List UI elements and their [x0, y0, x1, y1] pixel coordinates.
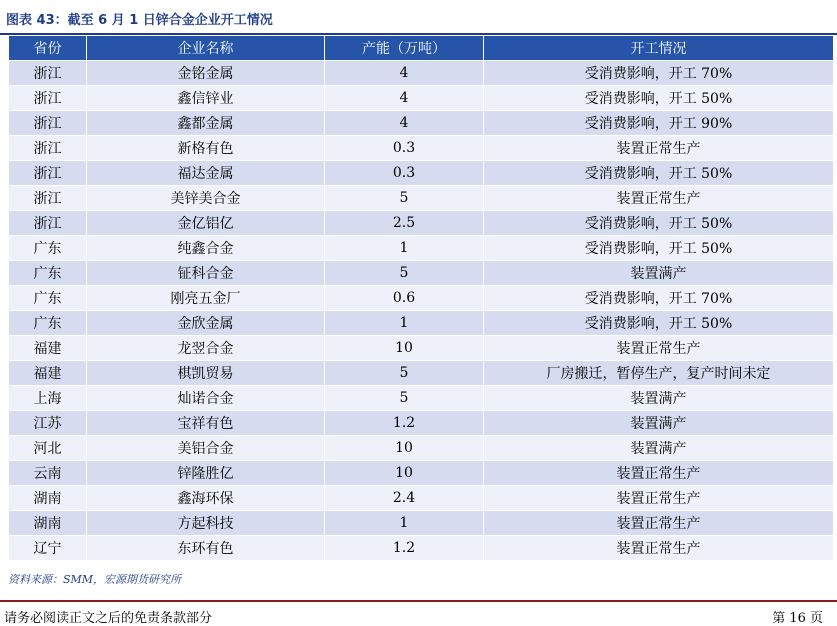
province-cell: 湖南 — [9, 486, 87, 511]
status-cell: 受消费影响，开工 50% — [484, 161, 834, 186]
capacity-cell: 4 — [325, 86, 484, 111]
province-cell: 浙江 — [9, 111, 87, 136]
capacity-cell: 2.4 — [325, 486, 484, 511]
capacity-cell: 5 — [325, 361, 484, 386]
table-header-row — [9, 36, 834, 61]
province-cell: 广东 — [9, 236, 87, 261]
table-row — [9, 361, 834, 386]
company-cell: 福达金属 — [87, 161, 325, 186]
table-row — [9, 211, 834, 236]
status-cell: 装置正常生产 — [484, 186, 834, 211]
company-cell: 棋凯贸易 — [87, 361, 325, 386]
table-row — [9, 411, 834, 436]
status-cell: 装置满产 — [484, 261, 834, 286]
province-cell: 湖南 — [9, 511, 87, 536]
status-cell: 装置正常生产 — [484, 336, 834, 361]
table-row — [9, 86, 834, 111]
capacity-cell: 2.5 — [325, 211, 484, 236]
province-cell: 浙江 — [9, 136, 87, 161]
status-cell: 厂房搬迁，暂停生产，复产时间未定 — [484, 361, 834, 386]
province-cell: 上海 — [9, 386, 87, 411]
status-cell: 受消费影响，开工 50% — [484, 236, 834, 261]
disclaimer-text: 请务必阅读正文之后的免责条款部分 — [4, 611, 213, 626]
header-capacity: 产能（万吨） — [325, 36, 484, 61]
table-body — [9, 61, 834, 561]
capacity-cell: 0.3 — [325, 161, 484, 186]
table-row — [9, 436, 834, 461]
capacity-cell: 0.6 — [325, 286, 484, 311]
status-cell: 装置满产 — [484, 411, 834, 436]
status-cell: 受消费影响，开工 50% — [484, 211, 834, 236]
province-cell: 浙江 — [9, 186, 87, 211]
province-cell: 江苏 — [9, 411, 87, 436]
capacity-cell: 4 — [325, 111, 484, 136]
status-cell: 装置正常生产 — [484, 486, 834, 511]
province-cell: 辽宁 — [9, 536, 87, 561]
source-note: 资料来源：SMM，宏源期货研究所 — [8, 573, 182, 586]
province-cell: 广东 — [9, 286, 87, 311]
status-cell: 受消费影响，开工 70% — [484, 61, 834, 86]
table-row — [9, 486, 834, 511]
capacity-cell: 10 — [325, 436, 484, 461]
status-cell: 装置正常生产 — [484, 511, 834, 536]
province-cell: 浙江 — [9, 211, 87, 236]
footer-divider — [0, 600, 837, 602]
company-cell: 金铭金属 — [87, 61, 325, 86]
capacity-cell: 1 — [325, 511, 484, 536]
table-row — [9, 111, 834, 136]
province-cell: 福建 — [9, 361, 87, 386]
company-cell: 宝祥有色 — [87, 411, 325, 436]
status-cell: 装置正常生产 — [484, 536, 834, 561]
company-cell: 锌隆胜亿 — [87, 461, 325, 486]
capacity-cell: 4 — [325, 61, 484, 86]
company-cell: 鑫信锌业 — [87, 86, 325, 111]
capacity-cell: 1 — [325, 236, 484, 261]
province-cell: 浙江 — [9, 86, 87, 111]
company-cell: 东环有色 — [87, 536, 325, 561]
status-cell: 受消费影响，开工 50% — [484, 311, 834, 336]
province-cell: 云南 — [9, 461, 87, 486]
status-cell: 装置正常生产 — [484, 461, 834, 486]
company-cell: 灿诺合金 — [87, 386, 325, 411]
table-row — [9, 261, 834, 286]
table-row — [9, 61, 834, 86]
province-cell: 浙江 — [9, 161, 87, 186]
table-row — [9, 186, 834, 211]
status-cell: 装置满产 — [484, 436, 834, 461]
status-cell: 受消费影响，开工 90% — [484, 111, 834, 136]
header-status: 开工情况 — [484, 36, 834, 61]
province-cell: 浙江 — [9, 61, 87, 86]
table-row — [9, 236, 834, 261]
company-cell: 金欣金属 — [87, 311, 325, 336]
company-cell: 刚亮五金厂 — [87, 286, 325, 311]
province-cell: 福建 — [9, 336, 87, 361]
header-company: 企业名称 — [87, 36, 325, 61]
table-row — [9, 461, 834, 486]
capacity-table — [8, 35, 834, 561]
table-row — [9, 136, 834, 161]
capacity-cell: 1 — [325, 311, 484, 336]
capacity-cell: 0.3 — [325, 136, 484, 161]
company-cell: 金亿铝亿 — [87, 211, 325, 236]
header-province: 省份 — [9, 36, 87, 61]
company-cell: 美铝合金 — [87, 436, 325, 461]
capacity-cell: 5 — [325, 261, 484, 286]
company-cell: 钲科合金 — [87, 261, 325, 286]
table-row — [9, 336, 834, 361]
company-cell: 美锌美合金 — [87, 186, 325, 211]
province-cell: 广东 — [9, 261, 87, 286]
capacity-cell: 10 — [325, 461, 484, 486]
capacity-cell: 1.2 — [325, 536, 484, 561]
capacity-cell: 10 — [325, 336, 484, 361]
table-row — [9, 311, 834, 336]
status-cell: 受消费影响，开工 70% — [484, 286, 834, 311]
company-cell: 方起科技 — [87, 511, 325, 536]
company-cell: 新格有色 — [87, 136, 325, 161]
province-cell: 河北 — [9, 436, 87, 461]
table-row — [9, 286, 834, 311]
capacity-cell: 5 — [325, 386, 484, 411]
table-row — [9, 161, 834, 186]
status-cell: 受消费影响，开工 50% — [484, 86, 834, 111]
status-cell: 装置满产 — [484, 386, 834, 411]
table-row — [9, 511, 834, 536]
capacity-cell: 5 — [325, 186, 484, 211]
company-cell: 纯鑫合金 — [87, 236, 325, 261]
figure-title: 图表 43：截至 6 月 1 日锌合金企业开工情况 — [6, 13, 273, 28]
province-cell: 广东 — [9, 311, 87, 336]
company-cell: 龙翌合金 — [87, 336, 325, 361]
company-cell: 鑫海环保 — [87, 486, 325, 511]
table-row — [9, 386, 834, 411]
capacity-cell: 1.2 — [325, 411, 484, 436]
status-cell: 装置正常生产 — [484, 136, 834, 161]
company-cell: 鑫都金属 — [87, 111, 325, 136]
page-number: 第 16 页 — [772, 611, 823, 626]
table-row — [9, 536, 834, 561]
